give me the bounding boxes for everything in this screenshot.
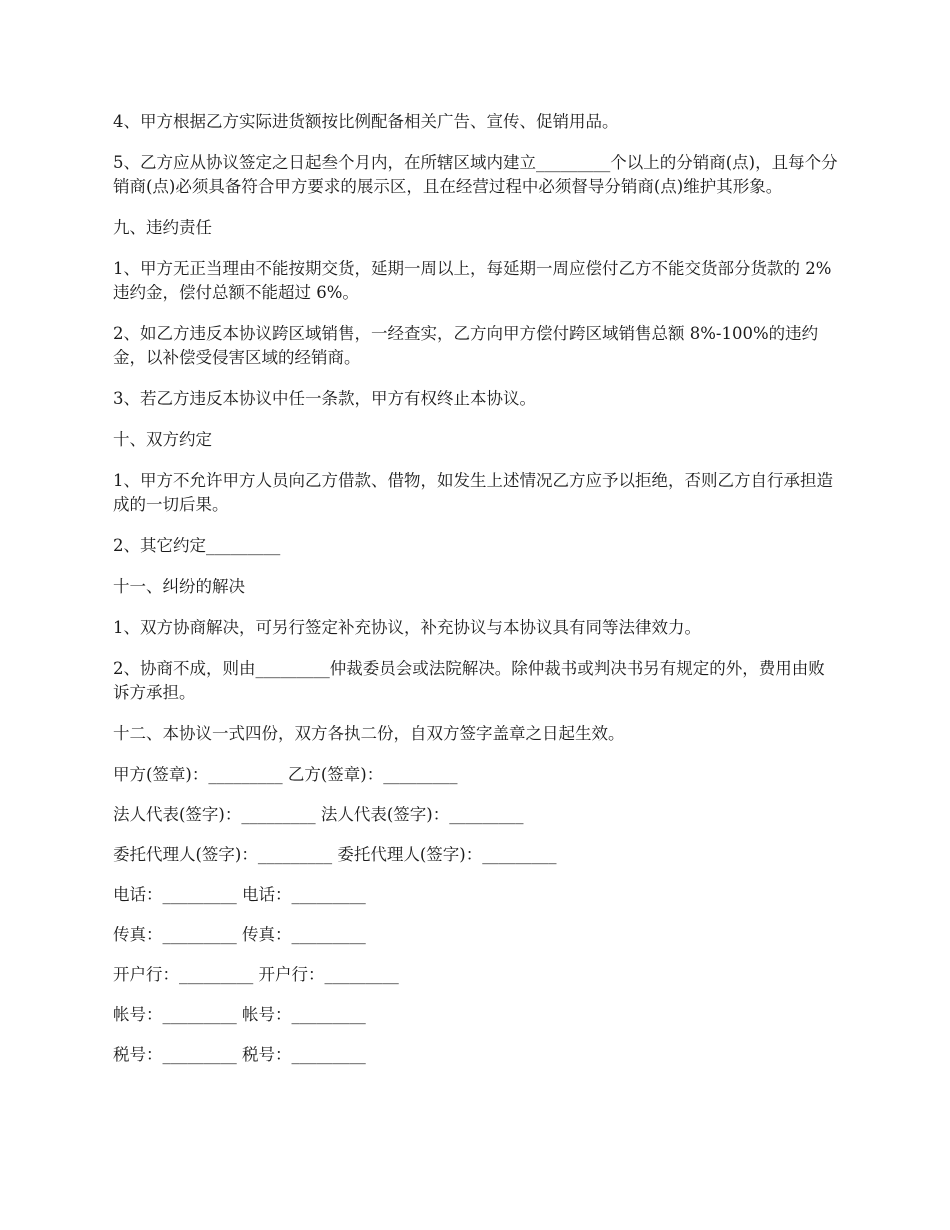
section-heading-10: 十、双方约定 [113,430,212,449]
document-page [113,110,838,1083]
signature-line-agent: 委托代理人(签字)：_________ 委托代理人(签字)：_________ [113,845,557,864]
clause-8-4: 4、甲方根据乙方实际进货额按比例配备相关广告、宣传、促销用品。 [113,112,619,131]
clause-9-3: 3、若乙方违反本协议中任一条款，甲方有权终止本协议。 [113,389,536,408]
signature-line-fax: 传真：_________ 传真：_________ [113,925,366,944]
signature-line-legal-rep: 法人代表(签字)：_________ 法人代表(签字)：_________ [113,805,524,824]
signature-line-phone: 电话：_________ 电话：_________ [113,885,366,904]
clause-8-5: 5、乙方应从协议签定之日起叁个月内，在所辖区域内建立_________个以上的分销商(点)，且每个分销商(点)必须具备符合甲方要求的展示区，且在经营过程中必须督导分销商(点)维护其形象。 [113,153,838,196]
clause-11-2: 2、协商不成，则由_________仲裁委员会或法院解决。除仲裁书或判决书另有规定的外，费用由败诉方承担。 [113,659,825,702]
signature-line-seal: 甲方(签章)：_________ 乙方(签章)：_________ [113,765,458,784]
clause-10-2: 2、其它约定_________ [113,536,281,555]
section-heading-12: 十二、本协议一式四份，双方各执二份，自双方签字盖章之日起生效。 [113,724,625,743]
section-heading-9: 九、违约责任 [113,218,212,237]
clause-9-2: 2、如乙方违反本协议跨区域销售，一经查实，乙方向甲方偿付跨区域销售总额 8%-100%的违约金，以补偿受侵害区域的经销商。 [113,324,819,367]
section-heading-11: 十一、纠纷的解决 [113,577,245,596]
signature-line-tax-id: 税号：_________ 税号：_________ [113,1045,366,1064]
clause-10-1: 1、甲方不允许甲方人员向乙方借款、借物，如发生上述情况乙方应予以拒绝，否则乙方自行承担造成的一切后果。 [113,471,833,514]
signature-line-bank: 开户行：_________ 开户行：_________ [113,965,399,984]
signature-line-account: 帐号：_________ 帐号：_________ [113,1005,366,1024]
clause-9-1: 1、甲方无正当理由不能按期交货，延期一周以上，每延期一周应偿付乙方不能交货部分货款的 2%违约金，偿付总额不能超过 6%。 [113,259,832,302]
clause-11-1: 1、双方协商解决，可另行签定补充协议，补充协议与本协议具有同等法律效力。 [113,618,701,637]
